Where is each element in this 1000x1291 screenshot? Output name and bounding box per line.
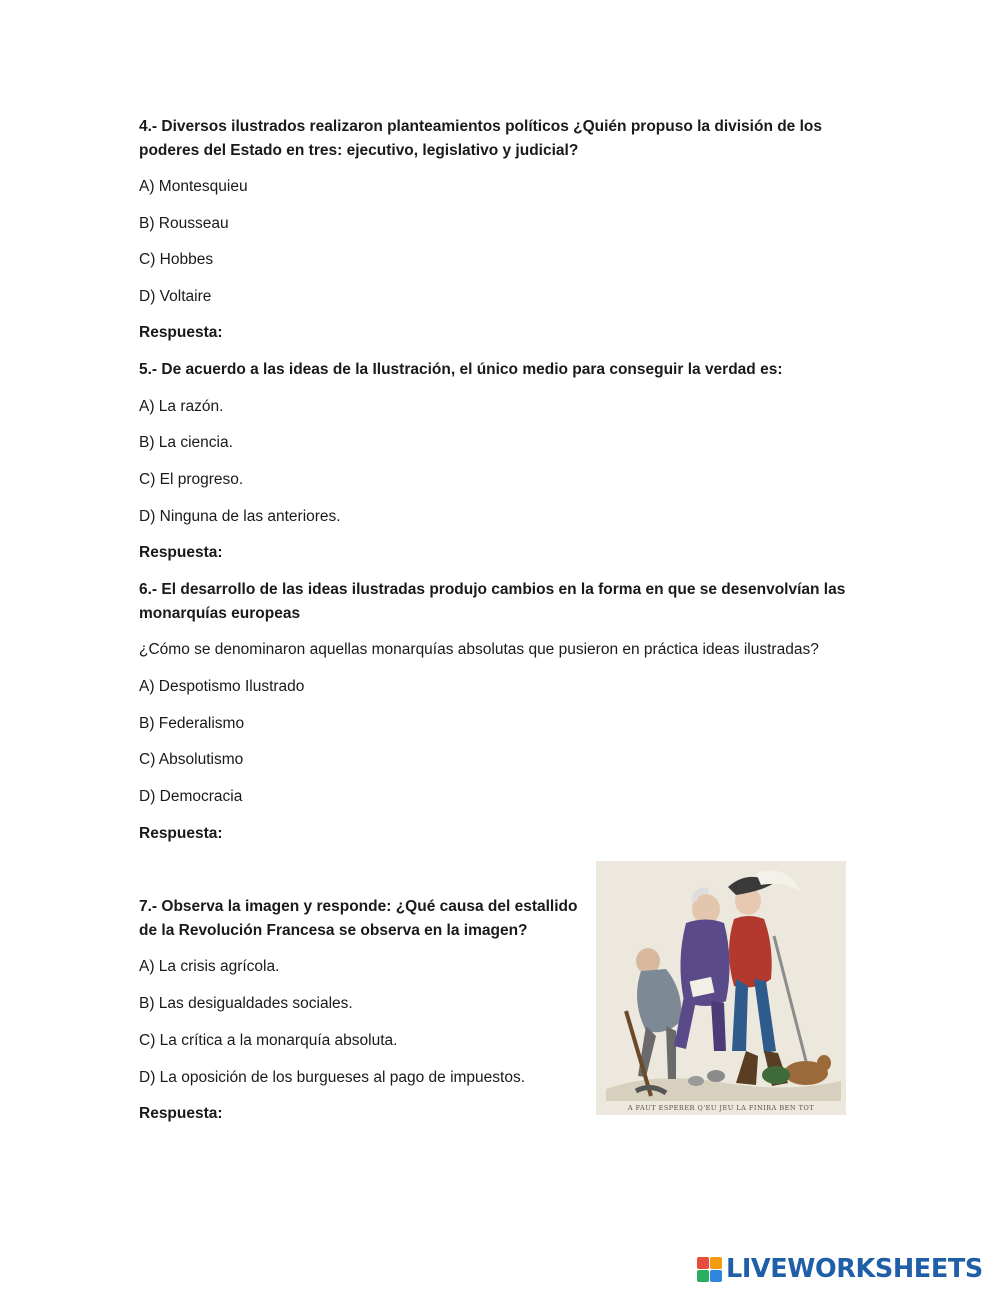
question-6-option-b: B) Federalismo bbox=[139, 715, 245, 732]
question-4-option-a: A) Montesquieu bbox=[139, 178, 248, 195]
liveworksheets-logo bbox=[697, 1253, 983, 1285]
question-5-option-b: B) La ciencia. bbox=[139, 434, 233, 451]
brand-text: LIVEWORKSHEETS bbox=[726, 1254, 983, 1284]
question-4-line-2: poderes del Estado en tres: ejecutivo, legislativo y judicial? bbox=[139, 142, 579, 159]
question-6-option-d: D) Democracia bbox=[139, 788, 243, 805]
logo-blocks-icon bbox=[697, 1257, 722, 1282]
question-7-line-2: de la Revolución Francesa se observa en la imagen? bbox=[139, 922, 528, 939]
question-6-option-c: C) Absolutismo bbox=[139, 751, 244, 768]
question-6-line-1: 6.- El desarrollo de las ideas ilustradas produjo cambios en la forma en que se desenvolvían las bbox=[139, 581, 846, 598]
question-7-option-c: C) La crítica a la monarquía absoluta. bbox=[139, 1032, 398, 1049]
question-6-sub-question: ¿Cómo se denominaron aquellas monarquías absolutas que pusieron en práctica ideas ilustradas? bbox=[139, 641, 819, 658]
question-7-option-b: B) Las desigualdades sociales. bbox=[139, 995, 353, 1012]
logo-block-4 bbox=[710, 1270, 722, 1282]
question-5-line-1: 5.- De acuerdo a las ideas de la Ilustración, el único medio para conseguir la verdad es: bbox=[139, 361, 783, 378]
question-4-option-d: D) Voltaire bbox=[139, 288, 212, 305]
question-5-option-c: C) El progreso. bbox=[139, 471, 244, 488]
caricature-drawing bbox=[596, 861, 846, 1115]
logo-block-3 bbox=[697, 1270, 709, 1282]
question-7-option-d: D) La oposición de los burgueses al pago de impuestos. bbox=[139, 1069, 526, 1086]
question-4-option-b: B) Rousseau bbox=[139, 215, 229, 232]
question-4-answer-label: Respuesta: bbox=[139, 324, 223, 341]
question-7-option-a: A) La crisis agrícola. bbox=[139, 958, 280, 975]
question-5-option-d: D) Ninguna de las anteriores. bbox=[139, 508, 341, 525]
caricature-image bbox=[596, 861, 846, 1115]
question-4-line-1: 4.- Diversos ilustrados realizaron planteamientos políticos ¿Quién propuso la división de los bbox=[139, 118, 823, 135]
question-6-answer-label: Respuesta: bbox=[139, 825, 223, 842]
question-7-answer-label: Respuesta: bbox=[139, 1105, 223, 1122]
question-4-option-c: C) Hobbes bbox=[139, 251, 214, 268]
question-7-line-1: 7.- Observa la imagen y responde: ¿Qué causa del estallido bbox=[139, 898, 578, 915]
question-6-line-2: monarquías europeas bbox=[139, 605, 301, 622]
image-caption: A FAUT ESPERER Q'EU JEU LA FINIRA BEN TOT bbox=[627, 1104, 815, 1112]
question-6-option-a: A) Despotismo Ilustrado bbox=[139, 678, 305, 695]
question-5-option-a: A) La razón. bbox=[139, 398, 224, 415]
logo-block-2 bbox=[710, 1257, 722, 1269]
question-5-answer-label: Respuesta: bbox=[139, 544, 223, 561]
logo-block-1 bbox=[697, 1257, 709, 1269]
